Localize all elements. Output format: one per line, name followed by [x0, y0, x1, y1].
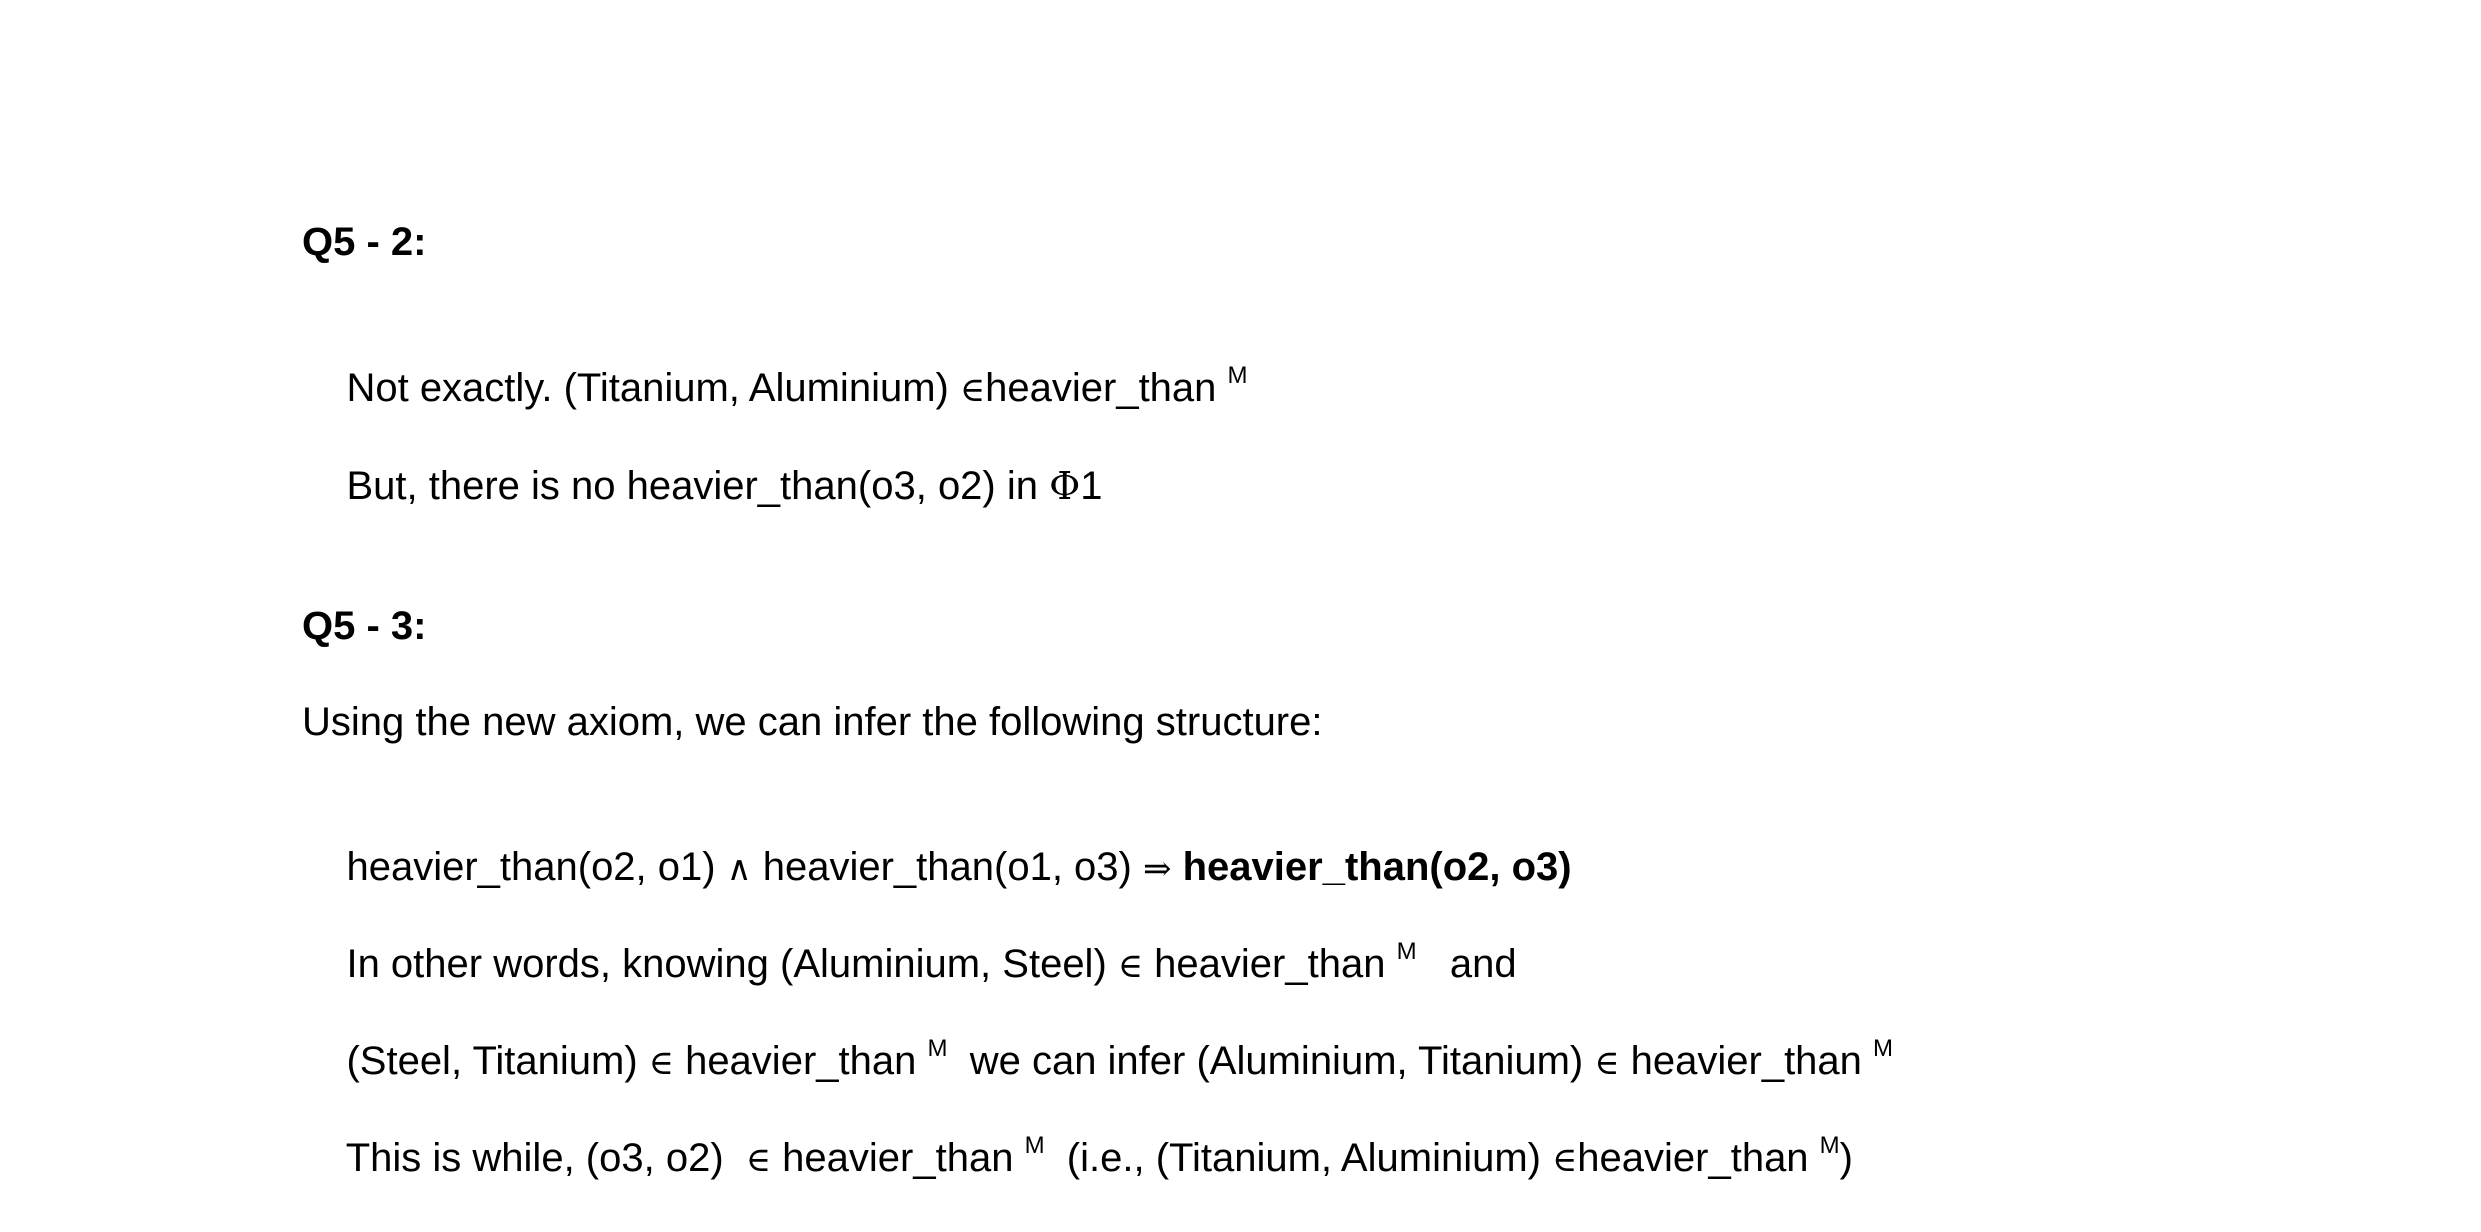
- logical-and-symbol: ∧: [726, 849, 752, 889]
- implies-symbol: ⇒: [1142, 849, 1172, 889]
- line-text: But, there is no heavier_than(o3, o2) in: [346, 464, 1050, 508]
- q5-2-line-2: [302, 414, 1103, 558]
- element-of-symbol: ∈: [648, 1043, 674, 1083]
- model-superscript: M: [1227, 362, 1248, 389]
- model-superscript: M: [927, 1035, 948, 1062]
- line-tail: and: [1416, 942, 1517, 986]
- line-tail: ): [1839, 1136, 1853, 1180]
- relation-text: heavier_than: [673, 1039, 928, 1083]
- q5-3-line-1: Using the new axiom, we can infer the following structure:: [302, 700, 1323, 744]
- relation-text: heavier_than: [1619, 1039, 1874, 1083]
- element-of-symbol: ∈: [959, 370, 986, 410]
- q5-2-heading: Q5 - 2:: [302, 220, 427, 264]
- q5-3-line-5: [302, 1086, 1853, 1232]
- element-of-symbol: ∈: [745, 1140, 772, 1180]
- relation-text: heavier_than: [1143, 942, 1397, 986]
- relation-text: heavier_than: [771, 1136, 1025, 1180]
- line-text: Not exactly. (Titanium, Aluminium): [346, 366, 960, 410]
- phi-subscript-text: 1: [1080, 464, 1103, 508]
- q5-3-heading: Q5 - 3:: [302, 604, 427, 648]
- line-middle: (i.e., (Titanium, Aluminium): [1044, 1136, 1553, 1180]
- phi-symbol: Φ: [1049, 464, 1081, 508]
- model-superscript: M: [1819, 1132, 1840, 1159]
- line-text: (Steel, Titanium): [346, 1039, 649, 1083]
- relation-text: heavier_than: [985, 366, 1228, 410]
- element-of-symbol: ∈: [1552, 1140, 1578, 1180]
- premise-1: heavier_than(o2, o1): [346, 845, 727, 889]
- line-text: This is while, (o3, o2): [345, 1136, 746, 1180]
- model-superscript: M: [1396, 938, 1417, 965]
- element-of-symbol: ∈: [1594, 1043, 1620, 1083]
- conclusion: heavier_than(o2, o3): [1171, 845, 1572, 889]
- line-middle: we can infer (Aluminium, Titanium): [947, 1039, 1595, 1083]
- relation-text: heavier_than: [1577, 1136, 1820, 1180]
- premise-2: heavier_than(o1, o3): [751, 845, 1143, 889]
- element-of-symbol: ∈: [1117, 946, 1144, 986]
- model-superscript: M: [1024, 1132, 1045, 1159]
- line-text: In other words, knowing (Aluminium, Steel): [346, 942, 1118, 986]
- model-superscript: M: [1873, 1035, 1894, 1062]
